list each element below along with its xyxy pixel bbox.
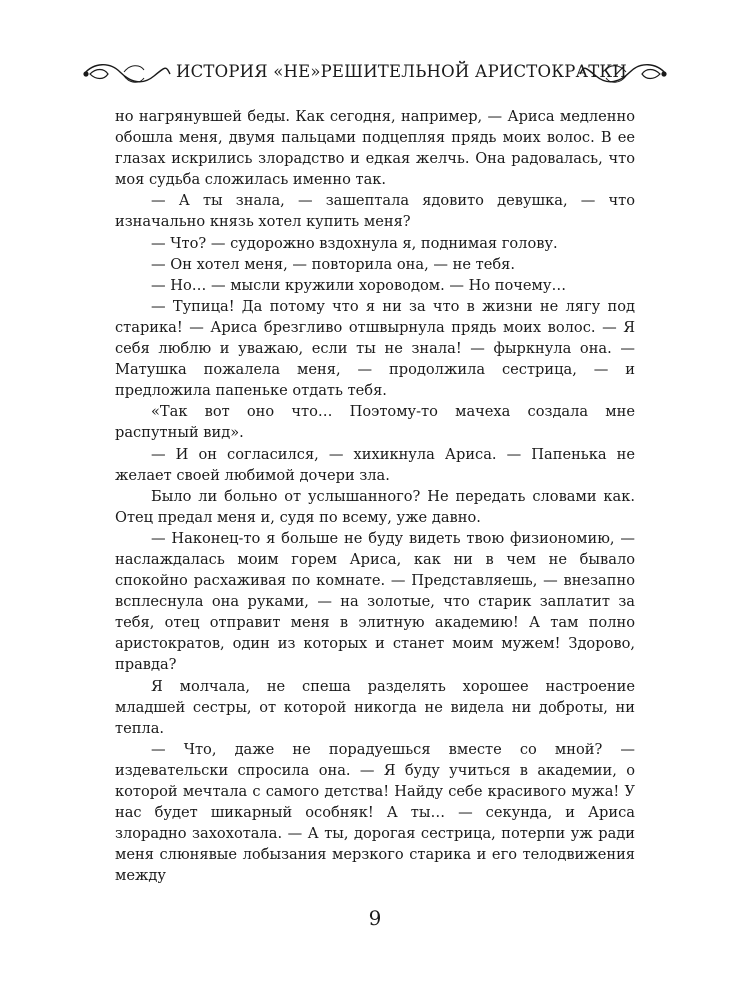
flourish-ornament-icon bbox=[578, 60, 670, 88]
paragraph: но нагрянувшей беды. Как сегодня, например, — Ариса медленно обошла меня, двумя пальцами подцепляя прядь моих волос. В ее глазах искрились злорадство и едкая желчь. Она радовалась, что моя судьба сложилась именно так. bbox=[115, 108, 635, 189]
paragraph: — Он хотел меня, — повторила она, — не тебя. bbox=[151, 255, 515, 273]
paragraph: — Что? — судорожно вздохнула я, поднимая голову. bbox=[151, 234, 558, 252]
paragraph: Было ли больно от услышанного? Не передать словами как. Отец предал меня и, судя по всему, уже давно. bbox=[115, 487, 635, 526]
paragraph: — Но… — мысли кружили хороводом. — Но почему… bbox=[151, 276, 567, 294]
paragraph: — А ты знала, — зашептала ядовито девушка, — что изначально князь хотел купить меня? bbox=[115, 192, 635, 231]
paragraph: — И он согласился, — хихикнула Ариса. — Папенька не желает своей любимой дочери зла. bbox=[115, 445, 635, 484]
page-number: 9 bbox=[368, 906, 382, 930]
paragraph: — Тупица! Да потому что я ни за что в жизни не лягу под старика! — Ариса брезгливо отшвырнула прядь моих волос. — Я себя люблю и уважаю, если ты не знала! — фыркнула она. — Матушка пожалела меня, — продолжила сестрица, — и предложила папеньке отдать тебя. bbox=[115, 297, 635, 400]
paragraph: — Наконец-то я больше не буду видеть твою физиономию, — наслаждалась моим горем Ариса, как ни в чем не бывало спокойно расхаживая по комнате. — Представляешь, — внезапно всплеснула она руками, — на золотые, что старик заплатит за тебя, отец отправит меня в элитную академию! А там полно аристократов, один из которых и станет моим мужем! Здорово, правда? bbox=[115, 529, 635, 674]
running-header bbox=[80, 52, 670, 98]
running-title: ИСТОРИЯ «НЕ»РЕШИТЕЛЬНОЙ АРИСТОКРАТКИ bbox=[176, 62, 627, 81]
paragraph: — Что, даже не порадуешься вместе со мной? — издевательски спросила она. — Я буду учиться в академии, о которой мечтала с самого детства! Найду себе красивого мужа! У нас будет шикарный особняк! А ты… — секунда, и Ариса злорадно захохотала. — А ты, дорогая сестрица, потерпи уж ради меня слюнявые лобызания мерзкого старика и его телодвижения между bbox=[115, 740, 635, 885]
paragraph: Я молчала, не спеша разделять хорошее настроение младшей сестры, от которой никогда не видела ни доброты, ни тепла. bbox=[115, 677, 635, 737]
body-text bbox=[115, 106, 635, 886]
flourish-ornament-icon bbox=[80, 60, 172, 88]
paragraph: «Так вот оно что… Поэтому-то мачеха создала мне распутный вид». bbox=[115, 403, 635, 442]
